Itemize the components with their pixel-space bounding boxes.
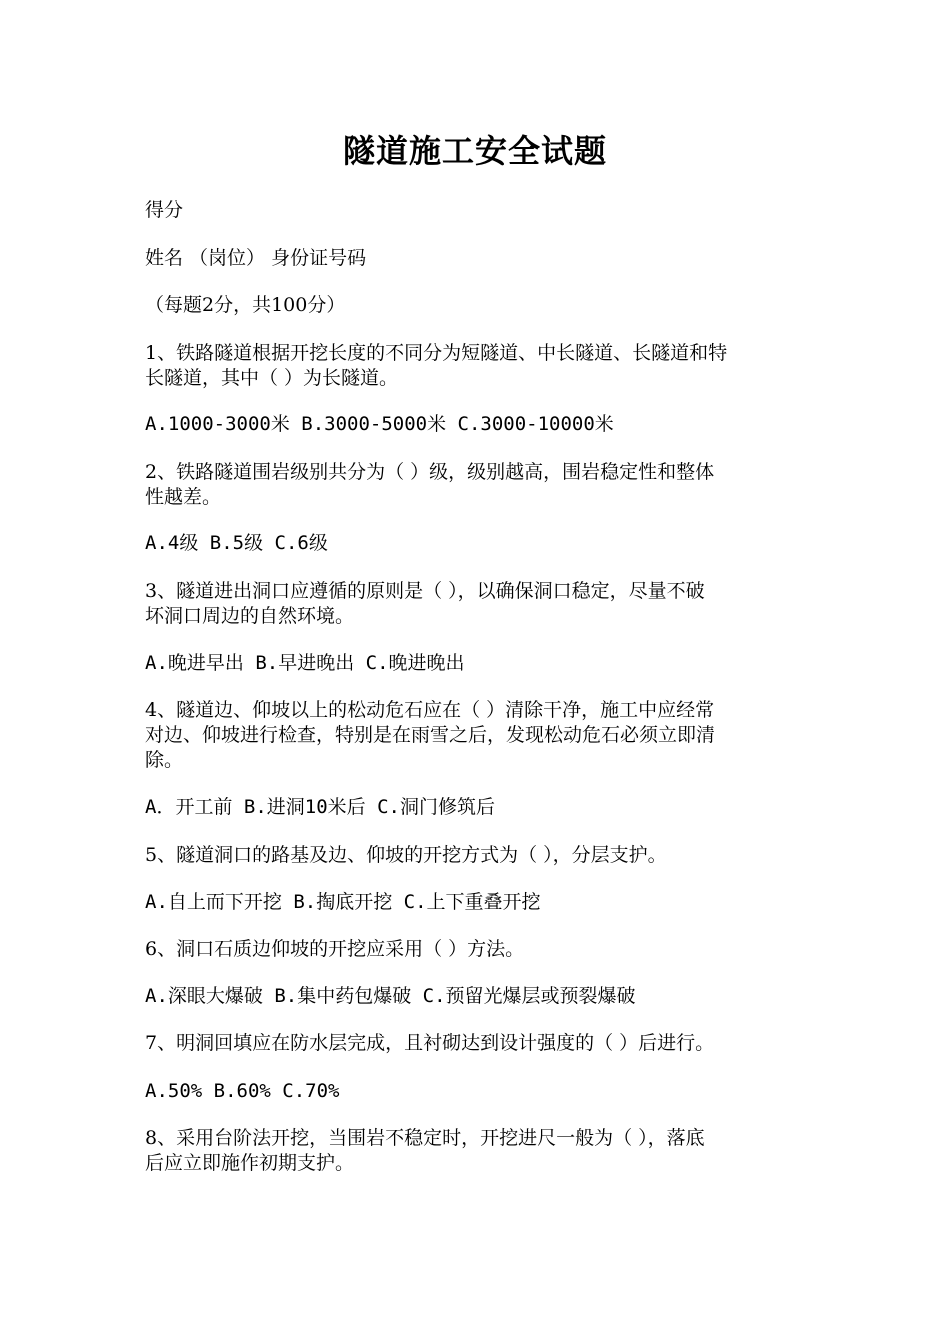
- question-2-line-2: 性越差。: [145, 486, 222, 508]
- question-1-options: A.1000-3000米 B.3000-5000米 C.3000-10000米: [145, 413, 614, 435]
- question-6-line-1: 6、洞口石质边仰坡的开挖应采用（ ）方法。: [145, 938, 525, 960]
- question-3-line-2: 坏洞口周边的自然环境。: [145, 605, 355, 627]
- question-4-line-3: 除。: [145, 749, 184, 771]
- name-line: 姓名 （岗位） 身份证号码: [145, 247, 367, 269]
- score-label: 得分: [145, 199, 184, 221]
- question-1-line-2: 长隧道，其中（ ）为长隧道。: [145, 367, 399, 389]
- question-7-line-1: 7、明洞回填应在防水层完成，且衬砌达到设计强度的（ ）后进行。: [145, 1032, 715, 1054]
- question-2-options: A.4级 B.5级 C.6级: [145, 532, 328, 554]
- page-title: 隧道施工安全试题: [342, 132, 607, 170]
- question-4-line-1: 4、隧道边、仰坡以上的松动危石应在（ ）清除干净，施工中应经常: [145, 699, 715, 721]
- question-7-options: A.50% B.60% C.70%: [145, 1080, 340, 1102]
- question-1-line-1: 1、铁路隧道根据开挖长度的不同分为短隧道、中长隧道、长隧道和特: [145, 342, 728, 364]
- question-4-line-2: 对边、仰坡进行检查，特别是在雨雪之后，发现松动危石必须立即清: [145, 724, 716, 746]
- question-8-line-2: 后应立即施作初期支护。: [145, 1152, 355, 1174]
- question-3-options: A.晚进早出 B.早进晚出 C.晚进晚出: [145, 652, 465, 674]
- question-3-line-1: 3、隧道进出洞口应遵循的原则是（ ），以确保洞口稳定，尽量不破: [145, 580, 705, 602]
- question-2-line-1: 2、铁路隧道围岩级别共分为（ ）级，级别越高，围岩稳定性和整体: [145, 461, 715, 483]
- question-5-options: A.自上而下开挖 B.掏底开挖 C.上下重叠开挖: [145, 891, 541, 913]
- question-4-options: A．开工前 B.进洞10米后 C.洞门修筑后: [145, 796, 495, 818]
- question-5-line-1: 5、隧道洞口的路基及边、仰坡的开挖方式为（ ），分层支护。: [145, 844, 667, 866]
- question-8-line-1: 8、采用台阶法开挖，当围岩不稳定时，开挖进尺一般为（ ），落底: [145, 1127, 705, 1149]
- question-6-options: A.深眼大爆破 B.集中药包爆破 C.预留光爆层或预裂爆破: [145, 985, 636, 1007]
- instructions: （每题2分，共100分）: [145, 294, 346, 316]
